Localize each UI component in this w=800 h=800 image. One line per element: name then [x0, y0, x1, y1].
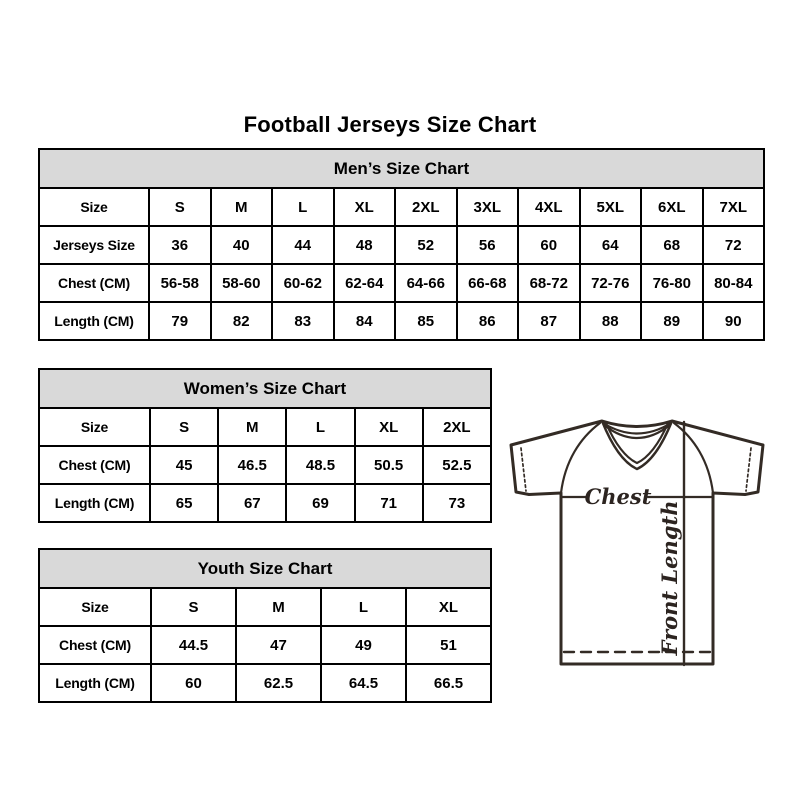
- size-header-cell: 6XL: [641, 188, 703, 226]
- data-cell: 82: [211, 302, 273, 340]
- data-cell: 49: [321, 626, 406, 664]
- data-cell: 76-80: [641, 264, 703, 302]
- right-sleeve-seam: [674, 423, 713, 493]
- size-header-cell: 2XL: [395, 188, 457, 226]
- table-row: [39, 188, 764, 226]
- front-length-label: Front Length: [657, 500, 682, 656]
- data-cell: 47: [236, 626, 321, 664]
- data-cell: 56: [457, 226, 519, 264]
- table-row: [39, 264, 764, 302]
- data-cell: 64.5: [321, 664, 406, 702]
- data-cell: 87: [518, 302, 580, 340]
- row-label-cell: Length (CM): [39, 484, 150, 522]
- left-sleeve-seam: [561, 423, 600, 493]
- data-cell: 73: [423, 484, 491, 522]
- size-header-cell: 5XL: [580, 188, 642, 226]
- youth-size-table: [38, 548, 492, 703]
- row-label-cell: Chest (CM): [39, 626, 151, 664]
- size-header-cell: M: [218, 408, 286, 446]
- table-row: [39, 408, 491, 446]
- row-label-cell: Length (CM): [39, 664, 151, 702]
- table-row: [39, 588, 491, 626]
- data-cell: 88: [580, 302, 642, 340]
- size-header-cell: 4XL: [518, 188, 580, 226]
- data-cell: 44.5: [151, 626, 236, 664]
- data-cell: 52: [395, 226, 457, 264]
- data-cell: 79: [149, 302, 211, 340]
- data-cell: 64: [580, 226, 642, 264]
- row-label-cell: Size: [39, 588, 151, 626]
- data-cell: 40: [211, 226, 273, 264]
- data-cell: 64-66: [395, 264, 457, 302]
- data-cell: 48.5: [286, 446, 354, 484]
- data-cell: 83: [272, 302, 334, 340]
- row-label-cell: Chest (CM): [39, 264, 149, 302]
- data-cell: 69: [286, 484, 354, 522]
- data-cell: 36: [149, 226, 211, 264]
- data-cell: 60: [151, 664, 236, 702]
- table-row: [39, 484, 491, 522]
- data-cell: 68: [641, 226, 703, 264]
- size-header-cell: L: [321, 588, 406, 626]
- table-title: Women’s Size Chart: [39, 369, 491, 408]
- data-cell: 65: [150, 484, 218, 522]
- data-cell: 46.5: [218, 446, 286, 484]
- size-header-cell: XL: [406, 588, 491, 626]
- table-title-row: [39, 549, 491, 588]
- size-header-cell: M: [211, 188, 273, 226]
- data-cell: 58-60: [211, 264, 273, 302]
- table-title-row: [39, 149, 764, 188]
- table-row: [39, 446, 491, 484]
- data-cell: 80-84: [703, 264, 765, 302]
- right-cuff-stitch-line: [746, 448, 751, 491]
- data-cell: 84: [334, 302, 396, 340]
- size-header-cell: S: [149, 188, 211, 226]
- table-row: [39, 664, 491, 702]
- data-cell: 68-72: [518, 264, 580, 302]
- table-title: Men’s Size Chart: [39, 149, 764, 188]
- data-cell: 72: [703, 226, 765, 264]
- table-row: [39, 626, 491, 664]
- data-cell: 86: [457, 302, 519, 340]
- data-cell: 60: [518, 226, 580, 264]
- data-cell: 66-68: [457, 264, 519, 302]
- row-label-cell: Length (CM): [39, 302, 149, 340]
- table-row: [39, 226, 764, 264]
- chest-label: Chest: [584, 484, 652, 509]
- row-label-cell: Size: [39, 188, 149, 226]
- data-cell: 44: [272, 226, 334, 264]
- data-cell: 90: [703, 302, 765, 340]
- size-header-cell: 3XL: [457, 188, 519, 226]
- data-cell: 85: [395, 302, 457, 340]
- row-label-cell: Chest (CM): [39, 446, 150, 484]
- data-cell: 60-62: [272, 264, 334, 302]
- table-title-row: [39, 369, 491, 408]
- size-header-cell: 2XL: [423, 408, 491, 446]
- size-header-cell: S: [151, 588, 236, 626]
- data-cell: 67: [218, 484, 286, 522]
- data-cell: 71: [355, 484, 423, 522]
- mens-size-table: [38, 148, 765, 341]
- data-cell: 52.5: [423, 446, 491, 484]
- size-header-cell: L: [286, 408, 354, 446]
- size-header-cell: 7XL: [703, 188, 765, 226]
- womens-size-table: [38, 368, 492, 523]
- size-header-cell: M: [236, 588, 321, 626]
- jersey-outline: [511, 421, 763, 664]
- jersey-measurement-diagram: [502, 406, 770, 668]
- table-title: Youth Size Chart: [39, 549, 491, 588]
- data-cell: 45: [150, 446, 218, 484]
- data-cell: 48: [334, 226, 396, 264]
- data-cell: 62.5: [236, 664, 321, 702]
- size-header-cell: L: [272, 188, 334, 226]
- left-cuff-stitch-line: [521, 448, 526, 491]
- size-header-cell: XL: [334, 188, 396, 226]
- data-cell: 50.5: [355, 446, 423, 484]
- row-label-cell: Jerseys Size: [39, 226, 149, 264]
- row-label-cell: Size: [39, 408, 150, 446]
- data-cell: 66.5: [406, 664, 491, 702]
- data-cell: 89: [641, 302, 703, 340]
- data-cell: 62-64: [334, 264, 396, 302]
- size-header-cell: S: [150, 408, 218, 446]
- data-cell: 56-58: [149, 264, 211, 302]
- page-title: Football Jerseys Size Chart: [243, 111, 537, 137]
- table-row: [39, 302, 764, 340]
- data-cell: 72-76: [580, 264, 642, 302]
- size-header-cell: XL: [355, 408, 423, 446]
- data-cell: 51: [406, 626, 491, 664]
